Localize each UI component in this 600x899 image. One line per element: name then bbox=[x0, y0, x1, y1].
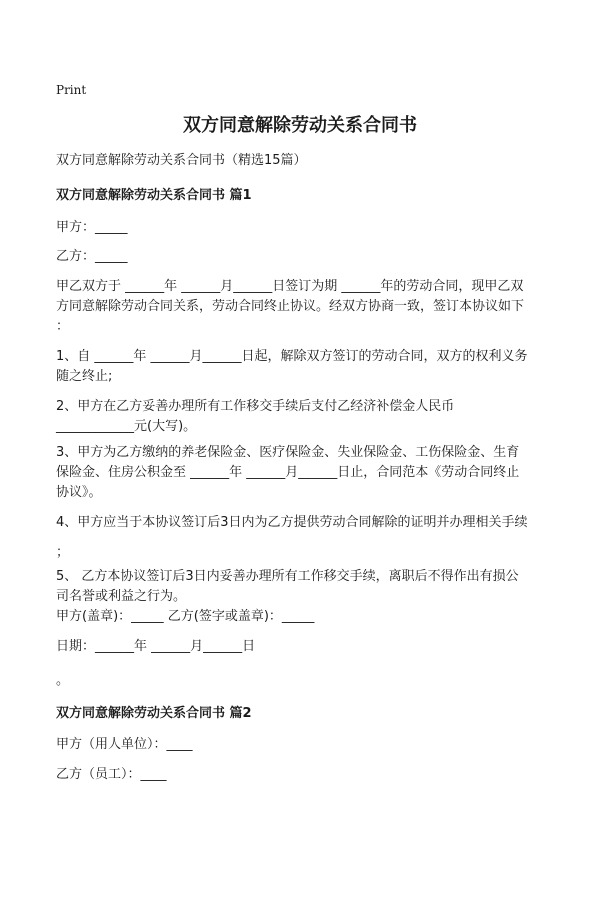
clause-4-line: 4、甲方应当于本协议签订后3日内为乙方提供劳动合同解除的证明并办理相关手续 bbox=[56, 515, 528, 530]
print-label[interactable]: Print bbox=[56, 83, 87, 97]
party-a-line: 甲方：_____ bbox=[56, 220, 128, 235]
document-title: 双方同意解除劳动关系合同书 bbox=[183, 115, 417, 136]
employee-line: 乙方（员工）：____ bbox=[56, 767, 167, 782]
clause-1-line: 随之终止; bbox=[56, 369, 113, 384]
clause-3-line: 3、甲方为乙方缴纳的养老保险金、医疗保险金、失业保险金、工伤保险金、生育 bbox=[56, 445, 520, 460]
date-line: 日期：______年 ______月______日 bbox=[56, 639, 256, 654]
section-heading-1: 双方同意解除劳动关系合同书 篇1 bbox=[56, 188, 252, 203]
employer-line: 甲方（用人单位）：____ bbox=[56, 737, 193, 752]
clause-5-line: 司名誉或利益之行为。 bbox=[56, 589, 187, 604]
clause-3-line: 保险金、住房公积金至 ______年 ______月______日止，合同范本《劳动合同终止 bbox=[56, 465, 520, 480]
party-b-line: 乙方：_____ bbox=[56, 249, 128, 264]
section-heading-2: 双方同意解除劳动关系合同书 篇2 bbox=[56, 706, 252, 721]
paragraph-line: ： bbox=[56, 319, 70, 334]
clause-2-line: 2、甲方在乙方妥善办理所有工作移交手续后支付乙经济补偿金人民币 bbox=[56, 399, 455, 414]
paragraph-line: 方同意解除劳动合同关系，劳动合同终止协议。经双方协商一致，签订本协议如下 bbox=[56, 299, 525, 314]
clause-4-line: ； bbox=[56, 545, 70, 560]
clause-5-line: 5、 乙方本协议签订后3日内妥善办理所有工作移交手续，离职后不得作出有损公 bbox=[56, 569, 519, 584]
clause-1-line: 1、自 ______年 ______月______日起，解除双方签订的劳动合同，双方的权利义务 bbox=[56, 349, 528, 364]
clause-3-line: 协议》。 bbox=[56, 485, 102, 500]
document-subtitle: 双方同意解除劳动关系合同书（精选15篇） bbox=[56, 153, 307, 168]
signature-line: 甲方(盖章)：_____ 乙方(签字或盖章)：_____ bbox=[56, 609, 315, 624]
clause-2-line: ____________元(大写)。 bbox=[56, 419, 197, 434]
paragraph-line: 甲乙双方于 ______年 ______月______日签订为期 ______年的劳动合同，现甲乙双 bbox=[56, 279, 524, 294]
end-mark: 。 bbox=[56, 673, 70, 688]
